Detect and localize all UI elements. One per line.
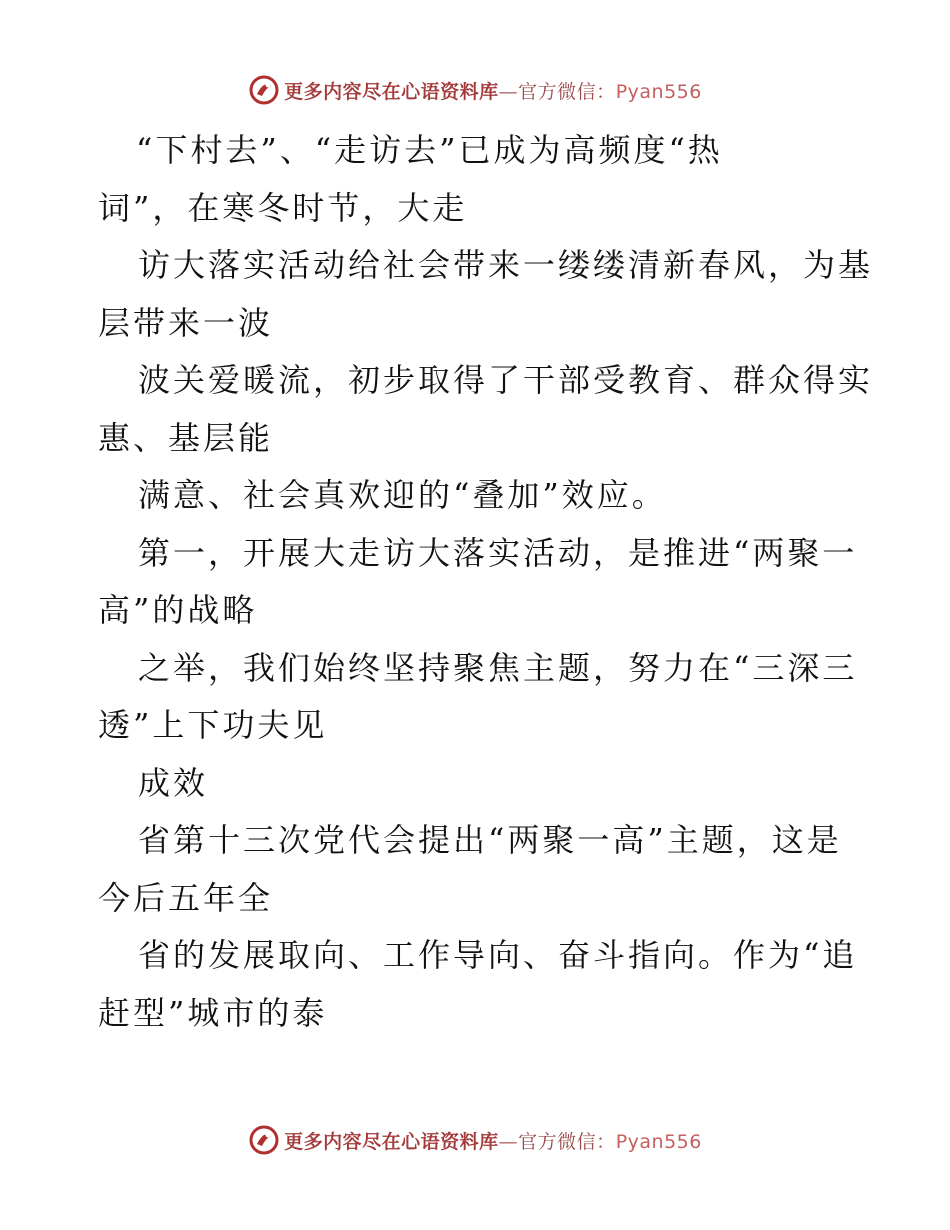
logo-icon [248,1124,280,1156]
document-body [98,122,874,1042]
body-line: 波关爱暖流，初步取得了干部受教育、群众得实 [138,361,874,399]
body-line: 成效 [138,763,209,802]
banner-dash: — [498,80,519,103]
body-line: 之举，我们始终坚持聚焦主题，努力在“三深三 [138,648,858,687]
banner-bold-text: 更多内容尽在心语资料库 [284,1130,499,1153]
logo-icon [248,74,280,106]
banner-text [284,1127,702,1154]
body-line: 第一，开展大走访大落实活动，是推进“两聚一 [138,533,858,572]
banner-wechat-label: 官方微信： [518,80,616,103]
body-line: 访大落实活动给社会带来一缕缕清新春风，为基 [138,246,874,284]
body-line: 透”上下功夫见 [98,706,328,744]
body-line: “下村去”、“走访去”已成为高频度“热 [136,131,723,169]
banner-text [284,77,702,104]
body-line: 惠、基层能 [98,418,274,457]
body-line: 层带来一波 [98,303,274,342]
banner-wechat-id: Pyan556 [615,80,702,103]
header-banner [0,72,950,108]
banner-wechat-label: 官方微信： [518,1130,616,1153]
body-line: 省第十三次党代会提出“两聚一高”主题，这是 [138,821,842,859]
banner-bold-text: 更多内容尽在心语资料库 [284,80,499,103]
body-line: 词”，在寒冬时节，大走 [98,188,468,227]
banner-dash: — [498,1130,519,1153]
body-line: 高”的战略 [98,591,258,629]
body-line: 满意、社会真欢迎的“叠加”效应。 [138,476,667,514]
body-line: 赶型”城市的泰 [98,993,328,1032]
body-line: 今后五年全 [98,878,274,917]
banner-wechat-id: Pyan556 [615,1130,702,1153]
footer-banner [0,1122,950,1158]
body-line: 省的发展取向、工作导向、奋斗指向。作为“追 [138,936,858,974]
